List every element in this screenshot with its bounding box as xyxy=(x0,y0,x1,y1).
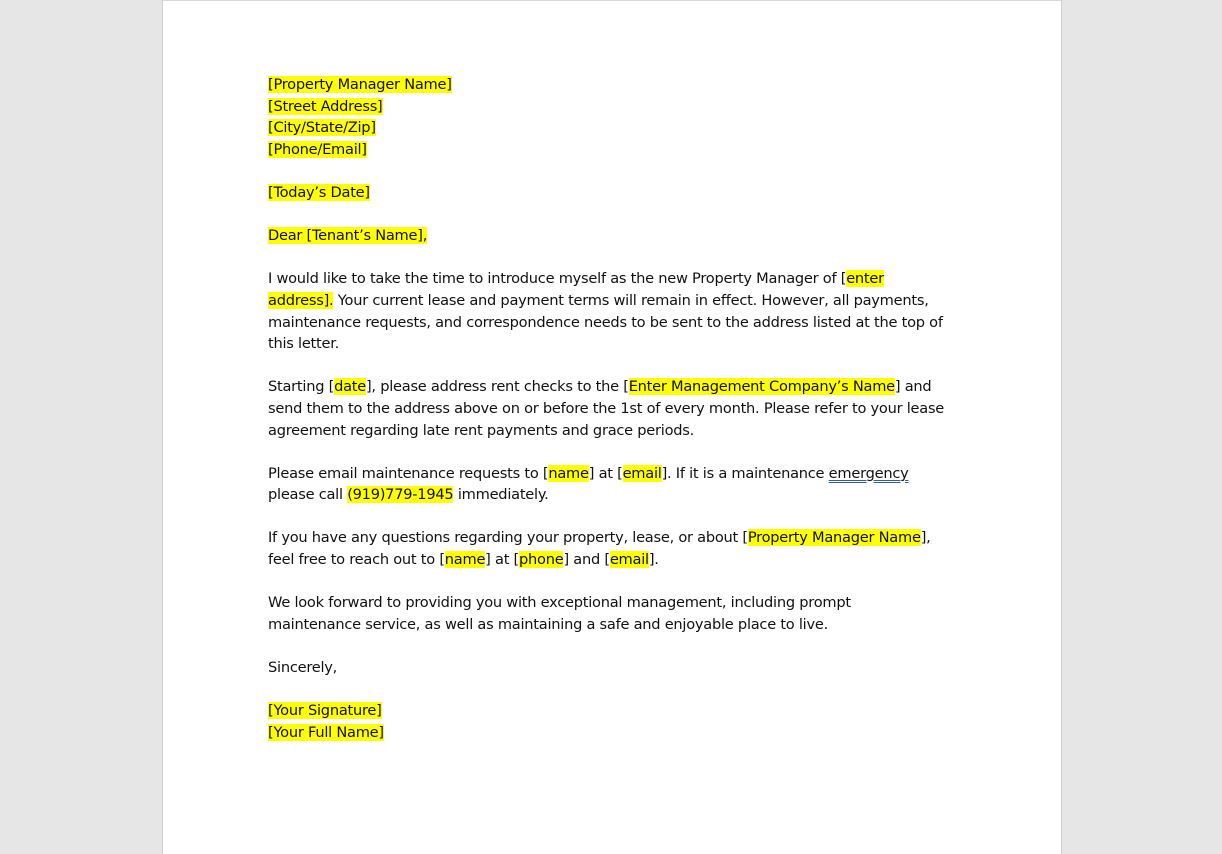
phone-number-highlight: (919)779-1945 xyxy=(347,486,454,504)
p4-text: If you have any questions regarding your property, lease, or about [ xyxy=(268,529,748,547)
p1-text: I would like to take the time to introduce myself as the new Property Manager of [ xyxy=(268,270,847,288)
paragraph-maintenance xyxy=(268,463,968,506)
date-field-placeholder: date xyxy=(334,378,366,396)
p3-text: please call xyxy=(268,486,348,504)
manager-name-inline-placeholder: Property Manager Name xyxy=(747,529,921,547)
p3-text: Please email maintenance requests to [ xyxy=(268,464,549,482)
p4-text: ]. xyxy=(648,551,659,569)
p2-text: Starting [ xyxy=(268,378,335,396)
p5-text: maintenance service, as well as maintaining a safe and enjoyable place to live. xyxy=(268,615,828,633)
signature-block xyxy=(268,700,968,743)
p4-text: ] and [ xyxy=(563,551,610,569)
paragraph-closing-remarks xyxy=(268,592,968,635)
p2-text: agreement regarding late rent payments and grace periods. xyxy=(268,421,695,439)
street-address-placeholder: [Street Address] xyxy=(268,97,383,115)
paragraph-introduction xyxy=(268,268,968,354)
date-placeholder: [Today’s Date] xyxy=(268,183,370,201)
p2-text: send them to the address above on or before the 1st of every month. Please refer to your lease xyxy=(268,399,945,417)
name-placeholder: name xyxy=(444,551,486,569)
manager-name-placeholder: [Property Manager Name] xyxy=(268,76,452,93)
p1-text: maintenance requests, and correspondence needs to be sent to the address listed at the top of xyxy=(268,313,943,331)
salutation-text: Dear [Tenant’s Name], xyxy=(268,227,428,245)
email-placeholder: email xyxy=(609,551,649,569)
salutation xyxy=(268,225,968,247)
signature-placeholder: [Your Signature] xyxy=(268,702,382,720)
name-placeholder: name xyxy=(548,464,589,482)
p1-text: this letter. xyxy=(268,335,340,353)
sender-block xyxy=(268,74,968,160)
p2-text: ] and xyxy=(894,378,932,396)
address-placeholder-part2: address]. xyxy=(268,291,334,309)
p4-text: ], xyxy=(920,529,931,547)
paragraph-rent xyxy=(268,376,968,441)
paragraph-questions xyxy=(268,527,968,570)
date-line xyxy=(268,182,968,204)
p4-text: ] at [ xyxy=(485,551,520,569)
address-placeholder-part1: enter xyxy=(846,270,884,288)
city-state-zip-placeholder: [City/State/Zip] xyxy=(268,119,376,137)
grammar-flag-emergency[interactable]: emergency xyxy=(828,464,909,482)
p3-text: ] at [ xyxy=(588,464,623,482)
p2-text: ], please address rent checks to the [ xyxy=(365,378,629,396)
p3-text: ]. If it is a maintenance xyxy=(661,464,829,482)
p3-text: immediately. xyxy=(453,486,549,504)
letter-body[interactable] xyxy=(268,74,968,765)
closing-text: Sincerely, xyxy=(268,659,338,677)
phone-placeholder: phone xyxy=(519,551,564,569)
p4-text: feel free to reach out to [ xyxy=(268,551,445,569)
document-page[interactable] xyxy=(162,0,1062,854)
p1-text: Your current lease and payment terms will remain in effect. However, all payments, xyxy=(333,291,929,309)
full-name-placeholder: [Your Full Name] xyxy=(268,723,384,741)
phone-email-placeholder: [Phone/Email] xyxy=(268,140,367,158)
company-name-placeholder: Enter Management Company’s Name xyxy=(628,378,895,396)
page-top-edge xyxy=(163,0,1061,1)
p5-text: We look forward to providing you with exceptional management, including prompt xyxy=(268,594,851,612)
email-placeholder: email xyxy=(622,464,662,482)
closing xyxy=(268,657,968,679)
